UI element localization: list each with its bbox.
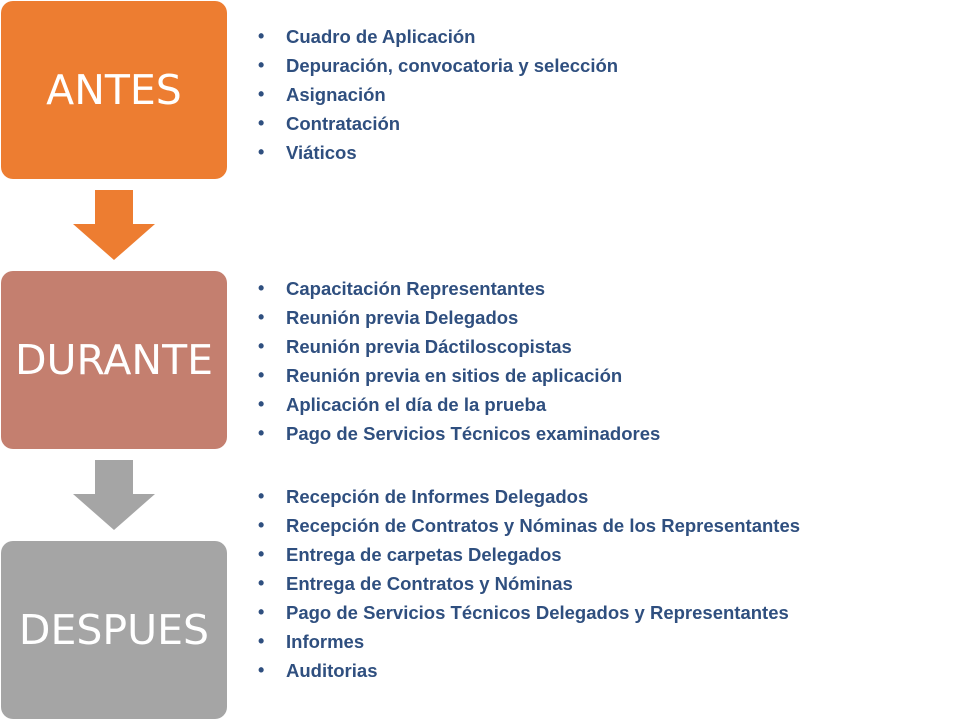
list-item: • Cuadro de Aplicación xyxy=(258,22,618,51)
stage-antes-box xyxy=(1,1,227,179)
list-item: • Capacitación Representantes xyxy=(258,274,660,303)
bullet-icon: • xyxy=(258,660,265,680)
bullet-icon: • xyxy=(258,113,265,133)
bullet-icon: • xyxy=(258,544,265,564)
list-item: • Recepción de Contratos y Nóminas de los Representantes xyxy=(258,511,800,540)
list-item: • Reunión previa Delegados xyxy=(258,303,660,332)
bullet-icon: • xyxy=(258,602,265,622)
list-item: • Entrega de Contratos y Nóminas xyxy=(258,569,800,598)
list-item: • Pago de Servicios Técnicos Delegados y Representantes xyxy=(258,598,800,627)
stage-antes-label: ANTES xyxy=(46,66,182,114)
list-item: • Contratación xyxy=(258,109,618,138)
bullet-icon: • xyxy=(258,365,265,385)
list-item: • Entrega de carpetas Delegados xyxy=(258,540,800,569)
down-arrow-orange-icon xyxy=(73,190,155,260)
list-item: • Auditorias xyxy=(258,656,800,685)
bullet-icon: • xyxy=(258,55,265,75)
stage-despues-label: DESPUES xyxy=(18,606,210,654)
bullet-icon: • xyxy=(258,631,265,651)
despues-bullet-list xyxy=(258,482,800,685)
stage-despues-box xyxy=(1,541,227,719)
stage-durante-label: DURANTE xyxy=(14,336,214,384)
bullet-icon: • xyxy=(258,336,265,356)
list-item: • Viáticos xyxy=(258,138,618,167)
list-item: • Recepción de Informes Delegados xyxy=(258,482,800,511)
bullet-icon: • xyxy=(258,84,265,104)
durante-bullet-list xyxy=(258,274,660,448)
bullet-icon: • xyxy=(258,394,265,414)
bullet-icon: • xyxy=(258,26,265,46)
list-item: • Pago de Servicios Técnicos examinadores xyxy=(258,419,660,448)
bullet-icon: • xyxy=(258,423,265,443)
bullet-icon: • xyxy=(258,307,265,327)
bullet-icon: • xyxy=(258,278,265,298)
bullet-icon: • xyxy=(258,515,265,535)
list-item: • Reunión previa en sitios de aplicación xyxy=(258,361,660,390)
list-item: • Depuración, convocatoria y selección xyxy=(258,51,618,80)
list-item: • Asignación xyxy=(258,80,618,109)
antes-bullet-list xyxy=(258,22,618,167)
list-item: • Informes xyxy=(258,627,800,656)
bullet-icon: • xyxy=(258,573,265,593)
list-item: • Aplicación el día de la prueba xyxy=(258,390,660,419)
stage-durante-box xyxy=(1,271,227,449)
bullet-icon: • xyxy=(258,142,265,162)
bullet-icon: • xyxy=(258,486,265,506)
down-arrow-gray-icon xyxy=(73,460,155,530)
list-item: • Reunión previa Dáctiloscopistas xyxy=(258,332,660,361)
